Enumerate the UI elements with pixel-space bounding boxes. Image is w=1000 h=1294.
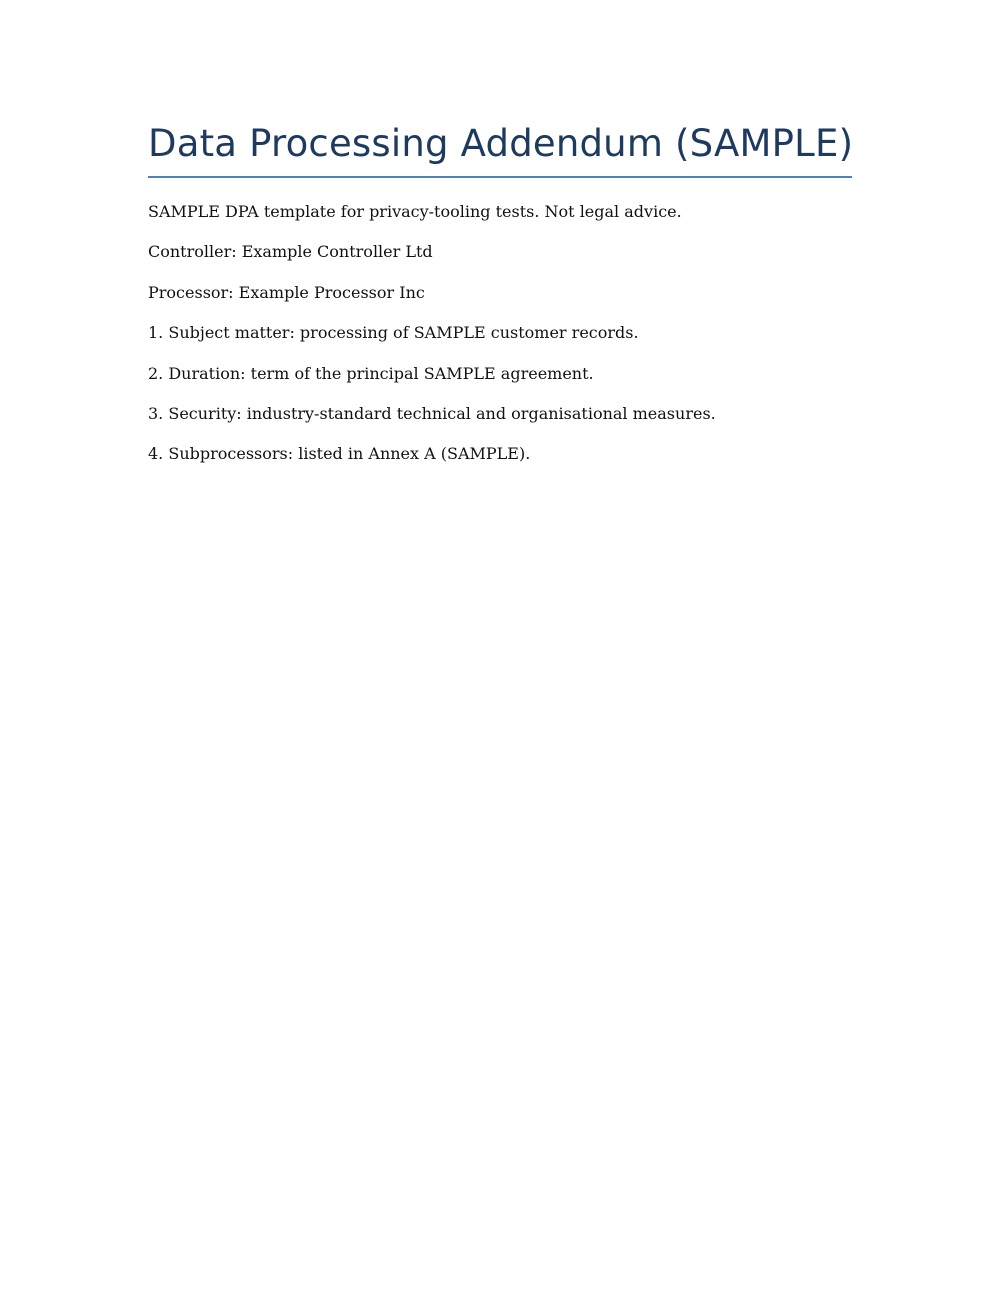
- clause-security: 3. Security: industry-standard technical and organisational measures.: [148, 403, 716, 423]
- title-underline: [148, 176, 852, 178]
- clause-subprocessors: 4. Subprocessors: listed in Annex A (SAMPLE).: [148, 444, 531, 464]
- clause-subject-matter: 1. Subject matter: processing of SAMPLE customer records.: [148, 323, 639, 343]
- intro-disclaimer: SAMPLE DPA template for privacy-tooling tests. Not legal advice.: [148, 202, 682, 221]
- document-title: Data Processing Addendum (SAMPLE): [148, 122, 854, 165]
- clause-duration: 2. Duration: term of the principal SAMPLE agreement.: [148, 363, 594, 383]
- controller-line: Controller: Example Controller Ltd: [148, 242, 433, 262]
- document-body: [148, 118, 852, 483]
- paragraph-list: [148, 200, 852, 466]
- processor-line: Processor: Example Processor Inc: [148, 282, 425, 302]
